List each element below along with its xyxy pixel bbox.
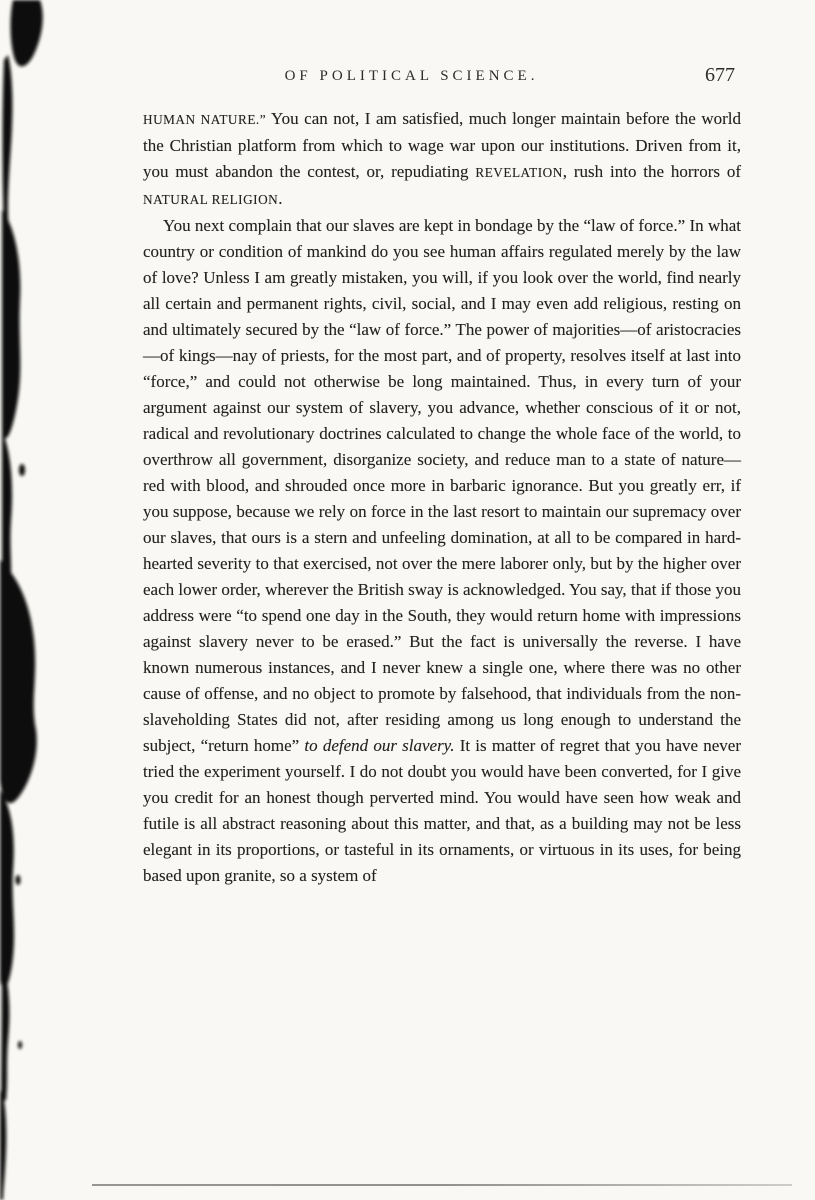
text-segment-smallcaps: REVELATION (475, 165, 563, 180)
page-number: 677 (705, 64, 735, 86)
page-header-title: OF POLITICAL SCIENCE. (284, 68, 539, 84)
text-segment-smallcaps: NATURAL RELIGION (143, 192, 279, 207)
text-segment-normal: You next complain that our slaves are kept in bondage by the “law of force.” In what country or condition of mankind do you see human affairs regulated merely by the law of love? Unless I am greatly mistaken, you will, if you look over the world, find nearly all certain and permanent rights, civil, social, and I may even add religious, resting on and ultimately secured by the “law of force.” The power of majorities—of aristocracies—of kings—nay of priests, for the most part, and of property, resolves itself at last into “force,” and could not otherwise be long maintained. Thus, in every turn of your argument against our system of slavery, you advance, whether conscious of it or not, radical and revolutionary doctrines calculated to change the whole face of the world, to overthrow all government, disorganize society, and reduce man to a state of nature—red with blood, and shrouded once more in barbaric ignorance. But you greatly err, if you suppose, because we rely on force in the last resort to maintain our supremacy over our slaves, that ours is a stern and unfeeling domination, at all to be compared in hard-hearted severity to that exercised, not over the mere laborer only, but by the higher over each lower order, wherever the British sway is acknowledged. You say, that if those you address were “to spend one day in the South, they would return home with impressions against slavery never to be erased.” But the fact is universally the reverse. I have known numerous instances, and I never knew a single one, where there was no other cause of offense, and no object to promote by falsehood, that individuals from the non-slaveholding States did not, after residing among us long enough to understand the subject, “return home” (143, 216, 741, 755)
text-segment-smallcaps: HUMAN NATURE.” (143, 112, 267, 127)
page-content (143, 62, 741, 889)
paragraph (143, 213, 741, 889)
page-body (143, 106, 741, 889)
text-segment-normal: , rush into the horrors of (562, 162, 741, 181)
page-bottom-rule (92, 1184, 792, 1186)
binding-shadow-artifact (0, 0, 64, 1200)
text-segment-italic: to defend our slavery. (304, 736, 455, 755)
text-segment-normal: You can not, I am satisfied, much longer maintain before the world the Christian platform from which to wage war upon our institutions. Driven from it, you must abandon the contest, or, repudiating (143, 109, 741, 181)
paragraph (143, 106, 741, 213)
text-segment-normal: It is matter of regret that you have never tried the experiment yourself. I do not doubt you would have been converted, for I give you credit for an honest though perverted mind. You would have seen how weak and futile is all abstract reasoning about this matter, and that, as a building may not be less elegant in its proportions, or tasteful in its ornaments, or virtuous in its uses, for being based upon granite, so a system of (143, 736, 742, 885)
text-segment-normal: . (278, 189, 283, 208)
running-header (143, 62, 741, 96)
